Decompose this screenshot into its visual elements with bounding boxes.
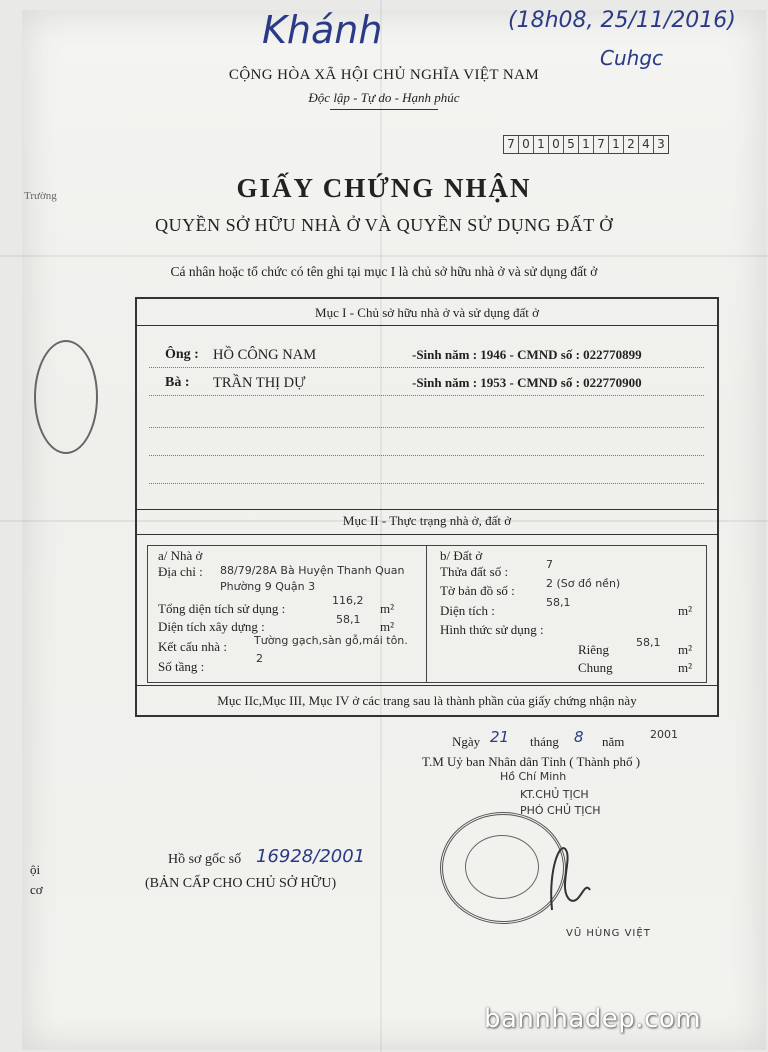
- unit: m²: [678, 660, 693, 675]
- side-stamp: [34, 340, 98, 454]
- file-label: Hồ sơ gốc số: [168, 852, 242, 867]
- dotted-line: [149, 395, 704, 396]
- dotted-line: [149, 483, 704, 484]
- shared-label: Chung: [578, 660, 613, 675]
- floors-label: Số tầng :: [158, 659, 205, 674]
- handwritten-name: Khánh: [262, 8, 383, 52]
- map-label: Tờ bản đồ số :: [440, 583, 515, 598]
- private-value: 58,1: [636, 636, 661, 649]
- usage-label: Hình thức sử dụng :: [440, 622, 544, 637]
- certificate-subtitle: QUYỀN SỞ HỮU NHÀ Ở VÀ QUYỀN SỬ DỤNG ĐẤT Ở: [155, 215, 613, 235]
- motto-underline: [330, 109, 438, 110]
- total-area-label: Tổng diện tích sử dụng :: [158, 601, 286, 616]
- structure-value: Tường gạch,sàn gỗ,mái tôn.: [254, 634, 408, 647]
- unit: m²: [678, 603, 693, 618]
- property-details-box: [147, 545, 707, 683]
- dotted-line: [149, 455, 704, 456]
- land-area-value: 58,1: [546, 596, 571, 609]
- private-label: Riêng: [578, 642, 610, 657]
- dotted-line: [149, 427, 704, 428]
- date-month: 8: [574, 728, 584, 746]
- serial-digit: 5: [564, 136, 579, 153]
- serial-digit: 2: [624, 136, 639, 153]
- owner-1-name: HỒ CÔNG NAM: [213, 347, 317, 363]
- intro-text: Cá nhân hoặc tổ chức có tên ghi tại mục I là chủ sở hữu nhà ở và sử dụng đất ở: [170, 264, 598, 279]
- margin-text: Trường: [24, 190, 57, 202]
- total-area-value: 116,2: [332, 594, 364, 607]
- owner-2-name: TRẦN THỊ DỰ: [213, 375, 306, 391]
- certificate-title: GIẤY CHỨNG NHẬN: [236, 173, 532, 203]
- column-divider: [426, 546, 427, 682]
- serial-number-box: [503, 135, 669, 154]
- house-heading: a/ Nhà ở: [158, 548, 203, 563]
- year-label: năm: [602, 734, 625, 749]
- margin-text: ội: [30, 862, 41, 877]
- serial-digit: 4: [639, 136, 654, 153]
- republic-heading: CỘNG HÒA XÃ HỘI CHỦ NGHĨA VIỆT NAM: [228, 67, 540, 83]
- plot-value: 7: [546, 558, 553, 571]
- signer-role-1: KT.CHỦ TỊCH: [520, 788, 589, 801]
- land-heading: b/ Đất ở: [440, 548, 483, 563]
- certificate-frame: [135, 297, 719, 717]
- address-label: Địa chỉ :: [158, 564, 203, 579]
- date-day: 21: [490, 728, 510, 746]
- serial-digit: 3: [657, 137, 665, 151]
- signer-role-2: PHÓ CHỦ TỊCH: [520, 804, 601, 817]
- map-value: 2 (Sơ đồ nền): [546, 577, 621, 590]
- address-line-2: Phường 9 Quận 3: [220, 580, 316, 593]
- unit: m²: [380, 619, 395, 634]
- structure-label: Kết cấu nhà :: [158, 639, 227, 654]
- floors-value: 2: [256, 652, 263, 665]
- handwritten-signature: Cuhgc: [600, 46, 664, 70]
- signer-name: VŨ HÙNG VIỆT: [566, 928, 651, 939]
- serial-digit: 7: [504, 136, 519, 153]
- unit: m²: [380, 601, 395, 616]
- owner-2-details: -Sinh năm : 1953 - CMND số : 022770900: [412, 375, 642, 390]
- serial-digit: 7: [594, 136, 609, 153]
- fold-line: [0, 255, 768, 257]
- owner-1-salutation: Ông :: [165, 347, 199, 362]
- serial-digit: 1: [534, 136, 549, 153]
- build-area-value: 58,1: [336, 613, 361, 626]
- date-year: 2001: [650, 728, 678, 741]
- owner-2-salutation: Bà :: [165, 375, 190, 390]
- margin-text: cơ: [30, 882, 43, 897]
- serial-digit: 1: [609, 136, 624, 153]
- date-prefix: Ngày: [452, 734, 481, 749]
- month-label: tháng: [530, 734, 559, 749]
- official-signature: [540, 830, 600, 920]
- serial-digit: 0: [549, 136, 564, 153]
- land-area-label: Diện tích :: [440, 603, 495, 618]
- owner-1-details: -Sinh năm : 1946 - CMND số : 022770899: [412, 347, 642, 362]
- file-number: 16928/2001: [256, 846, 366, 867]
- city-name: Hồ Chí Minh: [500, 770, 567, 783]
- section-1-heading: Mục I - Chủ sở hữu nhà ở và sử dụng đất ở: [137, 299, 717, 326]
- watermark: bannhadep.com: [484, 1004, 702, 1034]
- unit: m²: [678, 642, 693, 657]
- handwritten-note: (18h08, 25/11/2016): [508, 8, 736, 33]
- committee-label: T.M Uỷ ban Nhân dân Tỉnh ( Thành phố ): [422, 754, 641, 769]
- footer-note: Mục IIc,Mục III, Mục IV ở các trang sau là thành phần của giấy chứng nhận này: [137, 685, 717, 709]
- seal-emblem: [465, 835, 539, 899]
- section-2-heading: Mục II - Thực trạng nhà ở, đất ở: [137, 509, 717, 535]
- copy-for-label: (BẢN CẤP CHO CHỦ SỞ HỮU): [145, 876, 337, 891]
- plot-label: Thửa đất số :: [440, 564, 509, 579]
- dotted-line: [149, 367, 704, 368]
- motto: Độc lập - Tự do - Hạnh phúc: [308, 90, 460, 105]
- address-line-1: 88/79/28A Bà Huyện Thanh Quan: [220, 564, 405, 577]
- build-area-label: Diện tích xây dựng :: [158, 619, 265, 634]
- serial-digit: 1: [579, 136, 594, 153]
- serial-digit: 0: [519, 136, 534, 153]
